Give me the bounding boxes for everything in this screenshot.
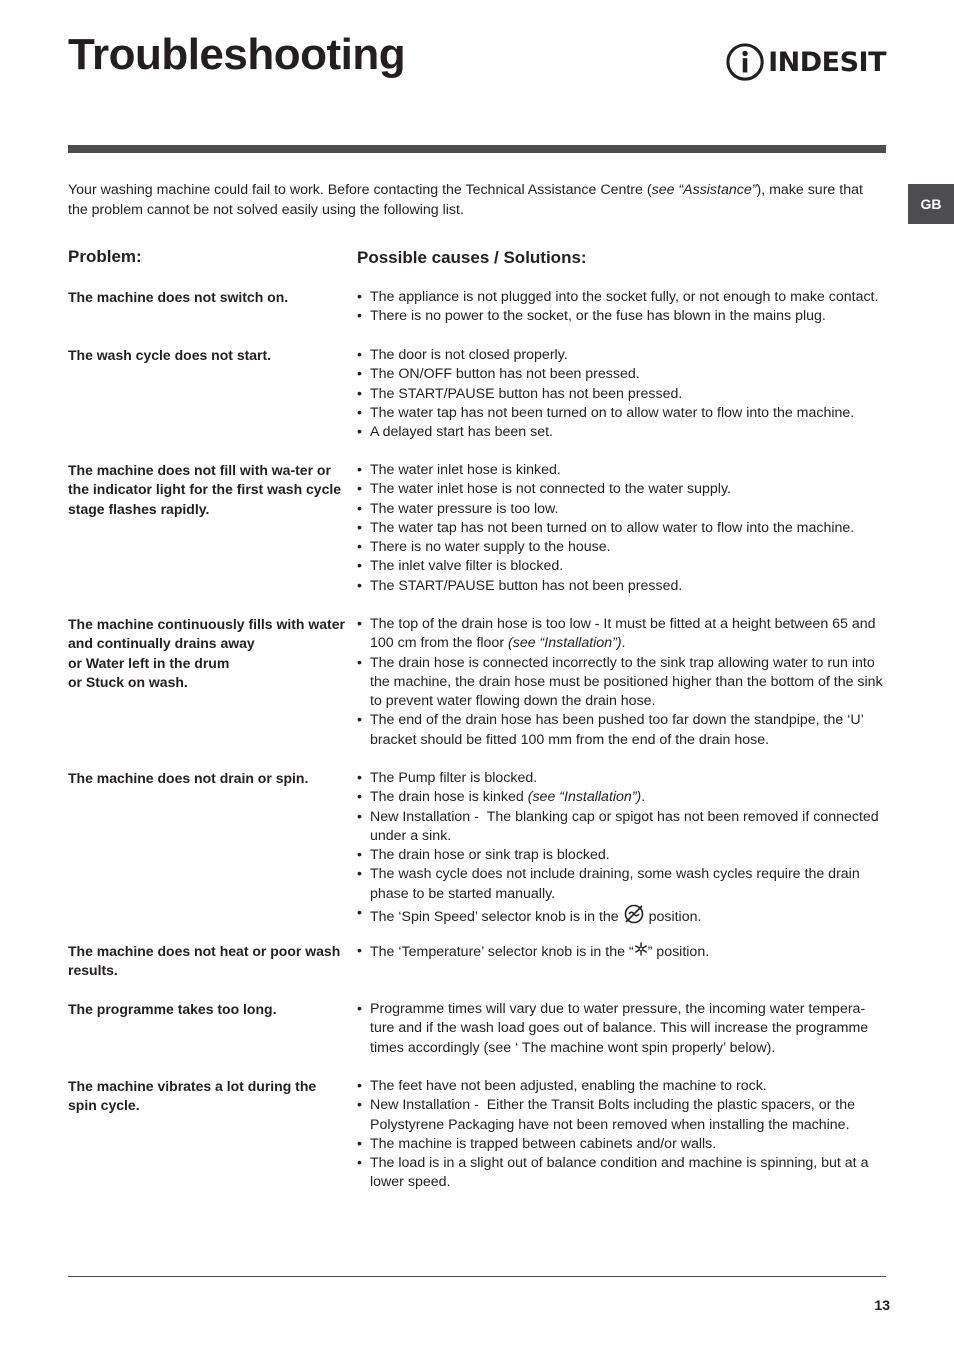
solutions-column-heading: Possible causes / Solutions:: [357, 248, 587, 267]
no-spin-icon: [623, 904, 645, 930]
cause-text: The water inlet hose is not connected to the water supply.: [370, 481, 731, 498]
cause-item: [357, 942, 887, 962]
causes-list: [357, 1077, 887, 1193]
cause-text: A delayed start has been set.: [370, 424, 553, 441]
cause-item: [357, 385, 887, 404]
cause-item: [357, 346, 887, 365]
cause-text: The ‘Temperature’ selector knob is in the “: [370, 943, 634, 960]
cause-text: The wash cycle does not include draining, some wash cycles require the drain phase to be started manually.: [370, 866, 860, 902]
cause-item: [357, 365, 887, 384]
cause-item: [357, 519, 887, 538]
problem-text: The machine does not switch on.: [68, 289, 289, 305]
cause-text: The end of the drain hose has been pushed too far down the standpipe, the ‘U’ bracket should be fitted 100 mm from the end of the drain hose.: [370, 712, 864, 748]
indesit-logo-icon: [726, 41, 764, 83]
cause-item: [357, 1096, 887, 1135]
causes-list: [357, 942, 887, 962]
problem-text: The wash cycle does not start.: [68, 347, 272, 363]
cause-text: The water tap has not been turned on to allow water to flow into the machine.: [370, 519, 855, 536]
cause-text: The water tap has not been turned on to allow water to flow into the machine.: [370, 404, 855, 421]
cause-text: Programme times will vary due to water pressure, the incoming water tempera-ture and if the wash load goes out of balance. This will increase the programme times accordingly (see ‘ The machine wont spin properly’ below).: [370, 1001, 869, 1056]
cause-text: The water pressure is too low.: [370, 500, 559, 517]
cause-item: [357, 1000, 887, 1058]
cause-item: [357, 461, 887, 480]
cause-text-end: .: [621, 635, 626, 652]
intro-reference: see “Assistance”: [651, 182, 757, 198]
page-title: Troubleshooting: [68, 30, 406, 79]
cause-item: [357, 1135, 887, 1154]
problem-text: The programme takes too long.: [68, 1001, 277, 1017]
cause-text: The appliance is not plugged into the socket fully, or not enough to make contact.: [370, 289, 879, 305]
cause-text: The load is in a slight out of balance condition and machine is spinning, but at a lower speed.: [370, 1155, 869, 1191]
cause-item: [357, 577, 887, 596]
cause-text: The drain hose or sink trap is blocked.: [370, 847, 610, 864]
cause-item: [357, 846, 887, 865]
cause-text: The water inlet hose is kinked.: [370, 462, 561, 478]
cause-item: [357, 480, 887, 499]
causes-list: [357, 346, 887, 442]
cause-text: There is no power to the socket, or the fuse has blown in the mains plug.: [370, 308, 826, 325]
cause-item: [357, 654, 887, 712]
causes-list: [357, 1000, 887, 1058]
cause-reference: (see “Installation”): [527, 789, 642, 806]
cause-text: The feet have not been adjusted, enabling the machine to rock.: [370, 1078, 767, 1094]
cause-item: [357, 865, 887, 904]
cause-text: The drain hose is kinked: [370, 789, 528, 806]
cause-text: There is no water supply to the house.: [370, 539, 611, 556]
cause-text-end: position.: [644, 908, 702, 925]
cause-text: The top of the drain hose is too low - It must be fitted at a height between 65 and 100 cm from the floor: [370, 616, 876, 652]
cause-text: The START/PAUSE button has not been pressed.: [370, 577, 683, 594]
cause-text: The machine is trapped between cabinets and/or walls.: [370, 1135, 717, 1152]
cause-item: [357, 615, 887, 654]
cause-item: [357, 769, 887, 788]
intro-paragraph: [68, 180, 886, 220]
problem-text: [68, 615, 346, 692]
problem-text: The machine vibrates a lot during the spin cycle.: [68, 1078, 317, 1114]
cold-wash-icon: [634, 942, 648, 962]
problem-line: or Water left in the drum: [68, 654, 230, 671]
cause-item: [357, 423, 887, 442]
language-tab: [908, 184, 954, 224]
intro-text-start: Your washing machine could fail to work. Before contacting the Technical Assistance Centre (: [68, 182, 652, 198]
cause-text: The inlet valve filter is blocked.: [370, 558, 564, 575]
footer-divider: [68, 1276, 886, 1277]
cause-item: [357, 904, 887, 930]
cause-item: [357, 288, 887, 307]
language-tab-label: GB: [920, 196, 942, 212]
cause-item: [357, 404, 887, 423]
problem-line: or Stuck on wash.: [68, 673, 188, 690]
cause-text: The door is not closed properly.: [370, 347, 568, 363]
indesit-logo: [726, 40, 886, 84]
causes-list: [357, 615, 887, 750]
cause-text-end: ” position.: [647, 943, 710, 960]
intro-text-end: ), make sure that the problem cannot be not solved easily using the following list.: [68, 182, 863, 218]
cause-text: The Pump filter is blocked.: [370, 770, 538, 786]
cause-reference: (see “Installation”): [508, 635, 622, 652]
cause-item: [357, 711, 887, 750]
cause-item: [357, 500, 887, 519]
cause-item: [357, 1077, 887, 1096]
brand-name: INDESIT: [768, 46, 886, 78]
cause-text: The ‘Spin Speed’ selector knob is in the: [370, 908, 623, 925]
cause-text: The drain hose is connected incorrectly to the sink trap allowing water to run into the machine, the drain hose must be positioned higher than the bottom of the sink to prevent water flowing down the drain hose.: [370, 654, 883, 710]
header-divider: [68, 145, 886, 153]
problem-line: The machine continuously fills with water and continually drains away: [68, 616, 345, 652]
cause-item: [357, 538, 887, 557]
problem-text: The machine does not drain or spin.: [68, 770, 309, 786]
causes-list: [357, 769, 887, 930]
cause-text: The ON/OFF button has not been pressed.: [370, 366, 640, 383]
causes-list: [357, 461, 887, 596]
cause-text-end: .: [641, 789, 646, 806]
cause-item: [357, 808, 887, 847]
cause-item: [357, 788, 887, 807]
problem-text: The machine does not heat or poor wash results.: [68, 943, 341, 979]
cause-item: [357, 557, 887, 576]
cause-text: The START/PAUSE button has not been pressed.: [370, 385, 683, 402]
page-number: 13: [874, 1297, 890, 1313]
cause-text: New Installation - Either the Transit Bolts including the plastic spacers, or the Polystyrene Packaging have not been removed when installing the machine.: [370, 1097, 855, 1133]
cause-text: New Installation - The blanking cap or spigot has not been removed if connected under a sink.: [370, 808, 879, 844]
cause-item: [357, 1154, 887, 1193]
causes-list: [357, 288, 887, 327]
problem-column-heading: Problem:: [68, 247, 142, 266]
cause-item: [357, 307, 887, 326]
problem-text: The machine does not fill with wa-ter or the indicator light for the first wash cycle stage flashes rapidly.: [68, 462, 342, 517]
